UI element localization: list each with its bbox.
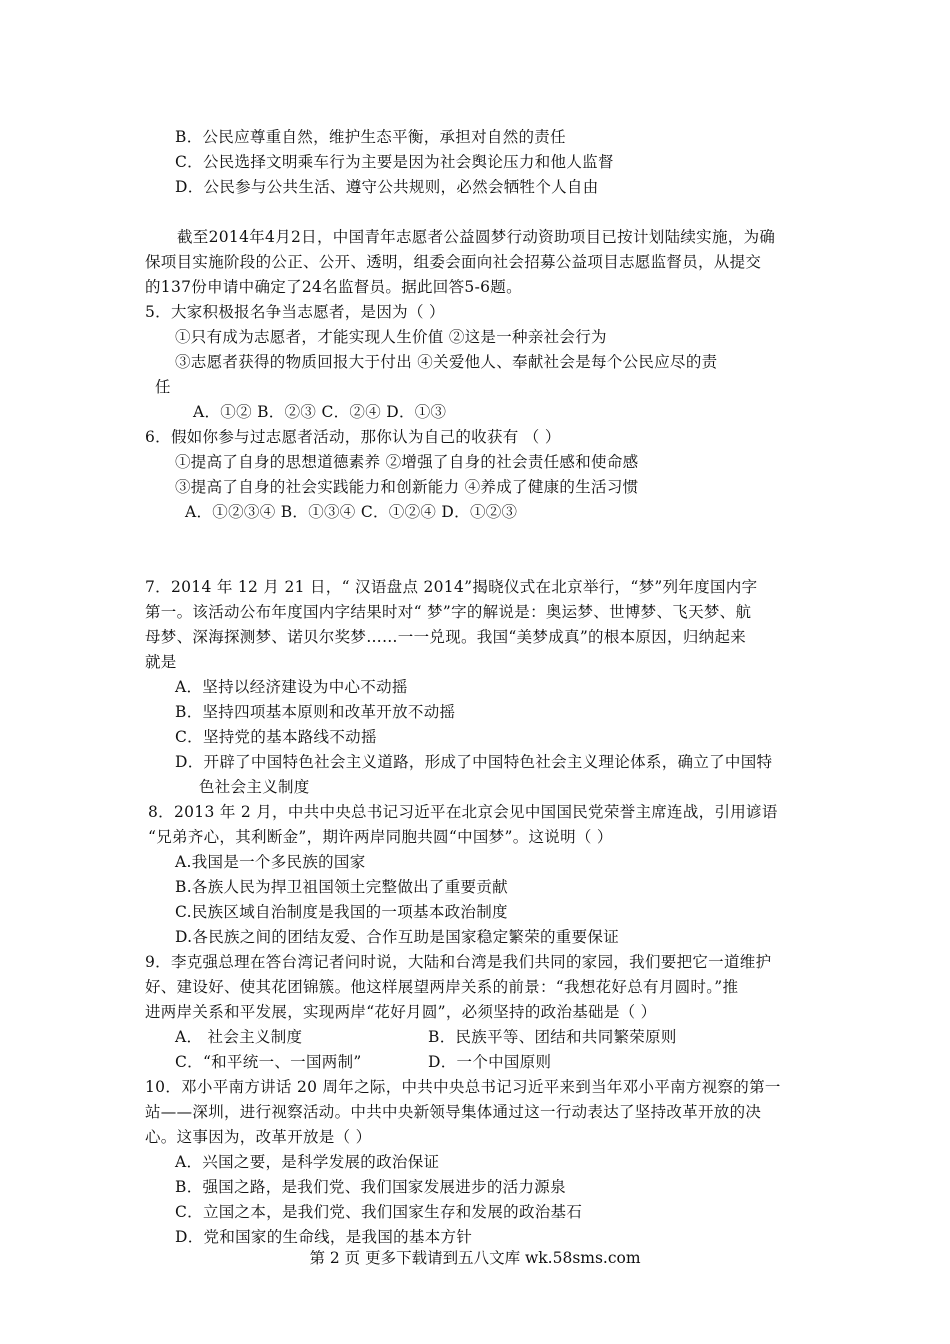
q10-option-c: C．立国之本，是我们党、我们国家生存和发展的政治基石 xyxy=(175,1203,583,1221)
material-line-3: 的137份申请中确定了24名监督员。据此回答5-6题。 xyxy=(145,278,522,296)
material-line-1: 截至2014年4月2日，中国青年志愿者公益圆梦行动资助项目已按计划陆续实施，为确 xyxy=(177,228,776,246)
q6-items-2: ③提高了自身的社会实践能力和创新能力 ④养成了健康的生活习惯 xyxy=(175,478,639,496)
q10-option-a: A．兴国之要，是科学发展的政治保证 xyxy=(175,1153,440,1171)
q9-option-c: C．“和平统一、一国两制” xyxy=(175,1053,362,1071)
q9-stem-1: 9．李克强总理在答台湾记者问时说，大陆和台湾是我们共同的家园，我们要把它一道维护 xyxy=(145,953,772,971)
page-footer: 第 2 页 更多下载请到五八文库 wk.58sms.com xyxy=(309,1249,641,1267)
q10-stem-2: 站——深圳，进行视察活动。中共中央新领导集体通过这一行动表达了坚持改革开放的决 xyxy=(145,1103,762,1121)
q4-option-d: D．公民参与公共生活、遵守公共规则，必然会牺牲个人自由 xyxy=(175,178,599,196)
q7-stem-1: 7．2014 年 12 月 21 日，“ 汉语盘点 2014”揭晓仪式在北京举行，“梦”列年度国内字 xyxy=(145,578,758,596)
q5-stem: 5．大家积极报名争当志愿者，是因为（ ） xyxy=(145,303,445,321)
q7-option-b: B．坚持四项基本原则和改革开放不动摇 xyxy=(175,703,456,721)
q10-option-b: B．强国之路，是我们党、我们国家发展进步的活力源泉 xyxy=(175,1178,566,1196)
q6-items-1: ①提高了自身的思想道德素养 ②增强了自身的社会责任感和使命感 xyxy=(175,453,639,471)
q10-stem-3: 心。这事因为，改革开放是（ ） xyxy=(145,1128,372,1146)
q7-option-d: D．开辟了中国特色社会主义道路，形成了中国特色社会主义理论体系，确立了中国特 xyxy=(175,753,773,771)
q6-choices: A．①②③④ B．①③④ C．①②④ D．①②③ xyxy=(185,503,518,521)
q8-stem-2: “兄弟齐心，其利断金”，期许两岸同胞共圆“中国梦”。这说明（ ） xyxy=(148,828,613,846)
q8-option-a: A.我国是一个多民族的国家 xyxy=(175,853,366,871)
q7-option-a: A．坚持以经济建设为中心不动摇 xyxy=(175,678,408,696)
q5-choices: A．①② B．②③ C．②④ D．①③ xyxy=(193,403,447,421)
q9-stem-2: 好、建设好、使其花团锦簇。他这样展望两岸关系的前景：“我想花好总有月圆时。”推 xyxy=(145,978,739,996)
q9-option-b: B．民族平等、团结和共同繁荣原则 xyxy=(428,1028,677,1046)
q10-stem-1: 10．邓小平南方讲话 20 周年之际，中共中央总书记习近平来到当年邓小平南方视察的第一 xyxy=(145,1078,781,1096)
q9-option-a: A． 社会主义制度 xyxy=(175,1028,303,1046)
q7-option-c: C．坚持党的基本路线不动摇 xyxy=(175,728,377,746)
q8-stem-1: 8．2013 年 2 月，中共中央总书记习近平在北京会见中国国民党荣誉主席连战，引用谚语 xyxy=(148,803,778,821)
q9-option-d: D．一个中国原则 xyxy=(428,1053,552,1071)
q9-stem-3: 进两岸关系和平发展，实现两岸“花好月圆”，必须坚持的政治基础是（ ） xyxy=(145,1003,657,1021)
q8-option-b: B.各族人民为捍卫祖国领土完整做出了重要贡献 xyxy=(175,878,508,896)
q5-items-2: ③志愿者获得的物质回报大于付出 ④关爱他人、奉献社会是每个公民应尽的责 xyxy=(175,353,718,371)
q8-option-c: C.民族区域自治制度是我国的一项基本政治制度 xyxy=(175,903,508,921)
q6-stem: 6．假如你参与过志愿者活动，那你认为自己的收获有 （ ） xyxy=(145,428,561,446)
q7-stem-3: 母梦、深海探测梦、诺贝尔奖梦……一一兑现。我国“美梦成真”的根本原因，归纳起来 xyxy=(145,628,747,646)
q5-items-1: ①只有成为志愿者，才能实现人生价值 ②这是一种亲社会行为 xyxy=(175,328,607,346)
q4-option-c: C．公民选择文明乘车行为主要是因为社会舆论压力和他人监督 xyxy=(175,153,614,171)
material-line-2: 保项目实施阶段的公正、公开、透明，组委会面向社会招募公益项目志愿监督员，从提交 xyxy=(145,253,762,271)
q7-stem-2: 第一。该活动公布年度国内字结果时对“ 梦”字的解说是：奥运梦、世博梦、飞天梦、航 xyxy=(145,603,752,621)
q7-option-d-cont: 色社会主义制度 xyxy=(199,778,310,796)
q10-option-d: D．党和国家的生命线，是我国的基本方针 xyxy=(175,1228,473,1246)
q8-option-d: D.各民族之间的团结友爱、合作互助是国家稳定繁荣的重要保证 xyxy=(175,928,620,946)
q7-stem-4: 就是 xyxy=(145,653,177,671)
q4-option-b: B．公民应尊重自然，维护生态平衡，承担对自然的责任 xyxy=(175,128,566,146)
q5-items-3: 任 xyxy=(155,378,171,396)
